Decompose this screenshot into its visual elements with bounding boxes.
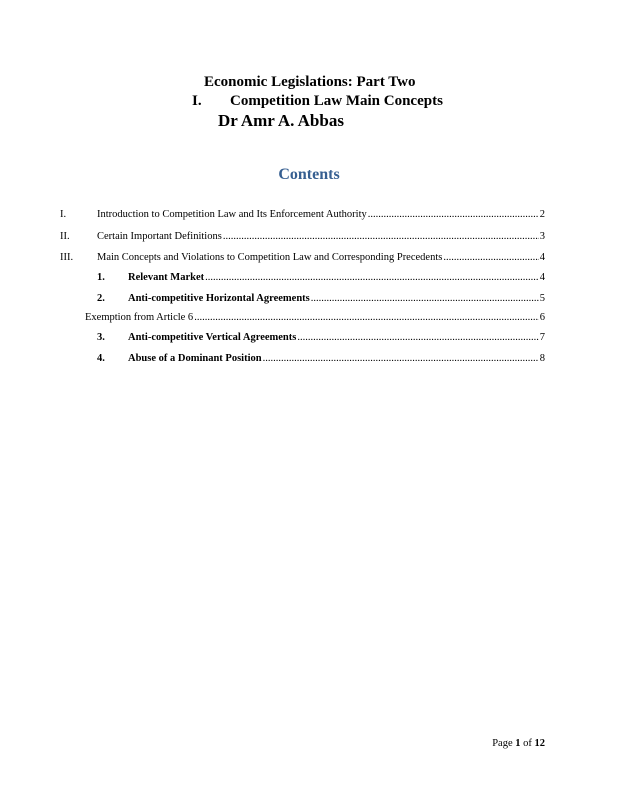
toc-entry-number: II. bbox=[60, 231, 70, 242]
toc-entry-number: 2. bbox=[97, 293, 105, 304]
subtitle-number: I. bbox=[192, 93, 202, 109]
document-title: Economic Legislations: Part Two bbox=[204, 74, 416, 90]
page-footer bbox=[492, 738, 545, 749]
toc-entry-number: 3. bbox=[97, 332, 105, 343]
footer-current-page: 1 bbox=[515, 738, 521, 749]
toc-entry-page: 5 bbox=[539, 293, 545, 304]
toc-entry-page: 2 bbox=[539, 209, 545, 220]
toc-entry[interactable] bbox=[60, 208, 545, 222]
toc-entry[interactable] bbox=[85, 311, 545, 325]
toc-entry-number: I. bbox=[60, 209, 67, 220]
toc-heading: Contents bbox=[278, 166, 340, 183]
toc-entry[interactable] bbox=[97, 292, 545, 306]
toc-entry[interactable] bbox=[97, 352, 545, 366]
toc-entry-label: Exemption from Article 6 bbox=[85, 312, 194, 323]
toc-leader-dots bbox=[263, 352, 539, 366]
toc-entry-label: Abuse of a Dominant Position bbox=[128, 353, 262, 364]
toc-entry[interactable] bbox=[60, 251, 545, 265]
toc-entry-page: 4 bbox=[539, 272, 545, 283]
toc-leader-dots bbox=[223, 230, 539, 244]
toc-entry-label: Main Concepts and Violations to Competition Law and Corresponding Precedents bbox=[97, 252, 443, 263]
footer-total-pages: 12 bbox=[534, 738, 545, 749]
footer-of-word: of bbox=[523, 738, 532, 749]
toc-entry-label: Introduction to Competition Law and Its Enforcement Authority bbox=[97, 209, 367, 220]
toc-entry[interactable] bbox=[97, 271, 545, 285]
toc-entry-label: Relevant Market bbox=[128, 272, 205, 283]
toc-entry[interactable] bbox=[60, 230, 545, 244]
subtitle-text: Competition Law Main Concepts bbox=[230, 93, 443, 109]
toc-entry-page: 8 bbox=[539, 353, 545, 364]
toc-entry-label: Certain Important Definitions bbox=[97, 231, 222, 242]
toc-entry-label: Anti-competitive Horizontal Agreements bbox=[128, 293, 310, 304]
toc-entry[interactable] bbox=[97, 331, 545, 345]
toc-leader-dots bbox=[194, 311, 539, 325]
toc-leader-dots bbox=[205, 271, 539, 285]
toc-entry-page: 6 bbox=[539, 312, 545, 323]
toc-leader-dots bbox=[297, 331, 538, 345]
toc-entry-number: 4. bbox=[97, 353, 105, 364]
toc-entry-page: 7 bbox=[539, 332, 545, 343]
toc-entry-page: 4 bbox=[539, 252, 545, 263]
toc-entry-number: 1. bbox=[97, 272, 105, 283]
toc-leader-dots bbox=[443, 251, 538, 265]
toc-leader-dots bbox=[311, 292, 539, 306]
document-subtitle bbox=[192, 93, 443, 110]
toc-leader-dots bbox=[368, 208, 539, 222]
toc-entry-number: III. bbox=[60, 252, 74, 263]
toc-entry-page: 3 bbox=[539, 231, 545, 242]
footer-page-word: Page bbox=[492, 738, 513, 749]
document-author: Dr Amr A. Abbas bbox=[218, 111, 344, 130]
toc-entry-label: Anti-competitive Vertical Agreements bbox=[128, 332, 297, 343]
